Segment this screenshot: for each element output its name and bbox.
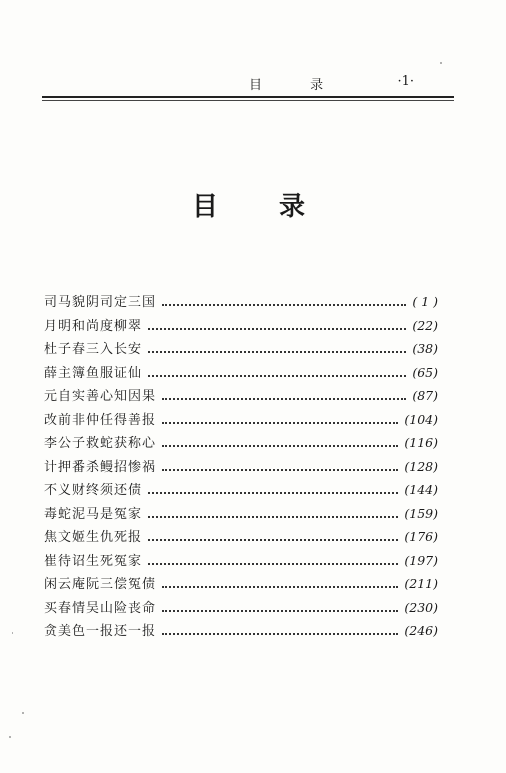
dot-leader [148, 515, 398, 518]
toc-entry[interactable] [44, 361, 438, 385]
toc-entry-title: 买春情吴山险丧命 [44, 600, 157, 616]
dot-leader [162, 421, 398, 424]
running-title: 目 录 [249, 78, 346, 93]
toc-entry-page: (197) [404, 552, 438, 568]
dot-leader [148, 491, 398, 494]
toc-entry-page: (230) [404, 599, 438, 615]
header-rule-thin [42, 100, 454, 101]
toc-entry[interactable] [44, 502, 438, 526]
toc-entry-page: (211) [404, 576, 438, 591]
toc-entry-page: (176) [404, 529, 438, 544]
scan-speck [440, 62, 442, 64]
toc-entry-page: (38) [412, 341, 438, 356]
dot-leader [162, 468, 398, 471]
toc-entry-title: 薛主簿鱼服证仙 [44, 365, 143, 381]
toc-entry[interactable] [44, 549, 438, 573]
page-number: ·1· [397, 74, 414, 89]
table-of-contents [44, 290, 438, 643]
toc-entry-page: (116) [404, 435, 438, 450]
toc-entry[interactable] [44, 290, 438, 314]
toc-entry[interactable] [44, 337, 438, 361]
scan-speck [12, 632, 13, 634]
toc-entry-page: (22) [412, 317, 438, 333]
toc-entry-page: (246) [404, 623, 438, 638]
toc-entry-title: 司马貌阴司定三国 [44, 295, 157, 310]
toc-entry-title: 焦文姬生仇死报 [44, 530, 143, 545]
toc-entry-title: 杜子春三入长安 [44, 342, 143, 357]
dot-leader [162, 444, 398, 447]
dot-leader [162, 609, 398, 612]
toc-entry-page: (144) [404, 482, 438, 497]
dot-leader [162, 632, 398, 635]
dot-leader [148, 562, 398, 565]
toc-entry-title: 元自实善心知因果 [44, 389, 157, 404]
dot-leader [148, 327, 406, 330]
dot-leader [148, 350, 406, 353]
page-title: 目 录 [192, 192, 332, 222]
toc-entry-title: 改前非仲任得善报 [44, 412, 157, 428]
toc-entry-page: (159) [404, 505, 438, 521]
toc-entry-title: 李公子救蛇获称心 [44, 436, 157, 451]
header-rule-thick [42, 96, 454, 98]
scan-speck [9, 736, 11, 738]
toc-entry-page: (87) [412, 388, 438, 403]
toc-entry-page: (104) [404, 411, 438, 427]
toc-entry[interactable] [44, 431, 438, 455]
dot-leader [148, 374, 406, 377]
toc-entry[interactable] [44, 572, 438, 596]
dot-leader [162, 397, 406, 400]
dot-leader [148, 538, 398, 541]
dot-leader [162, 303, 406, 306]
toc-entry[interactable] [44, 314, 438, 338]
toc-entry-title: 月明和尚度柳翠 [44, 318, 143, 334]
scan-speck [22, 712, 24, 714]
dot-leader [162, 585, 398, 588]
toc-entry[interactable] [44, 478, 438, 502]
toc-entry[interactable] [44, 619, 438, 643]
toc-entry[interactable] [44, 525, 438, 549]
toc-entry-title: 计押番杀鳗招惨祸 [44, 459, 157, 475]
toc-entry-title: 崔待诏生死冤家 [44, 553, 143, 569]
toc-entry-page: (65) [412, 364, 438, 380]
running-header [42, 74, 454, 94]
toc-entry-page: ( 1 ) [412, 294, 438, 309]
toc-entry-page: (128) [404, 458, 438, 474]
toc-entry-title: 毒蛇泥马是冤家 [44, 506, 143, 522]
toc-entry[interactable] [44, 596, 438, 620]
toc-entry[interactable] [44, 455, 438, 479]
toc-entry-title: 贪美色一报还一报 [44, 624, 157, 639]
toc-entry-title: 不义财终须还债 [44, 483, 143, 498]
toc-entry[interactable] [44, 408, 438, 432]
toc-entry-title: 闲云庵阮三偿冤债 [44, 577, 157, 592]
toc-entry[interactable] [44, 384, 438, 408]
